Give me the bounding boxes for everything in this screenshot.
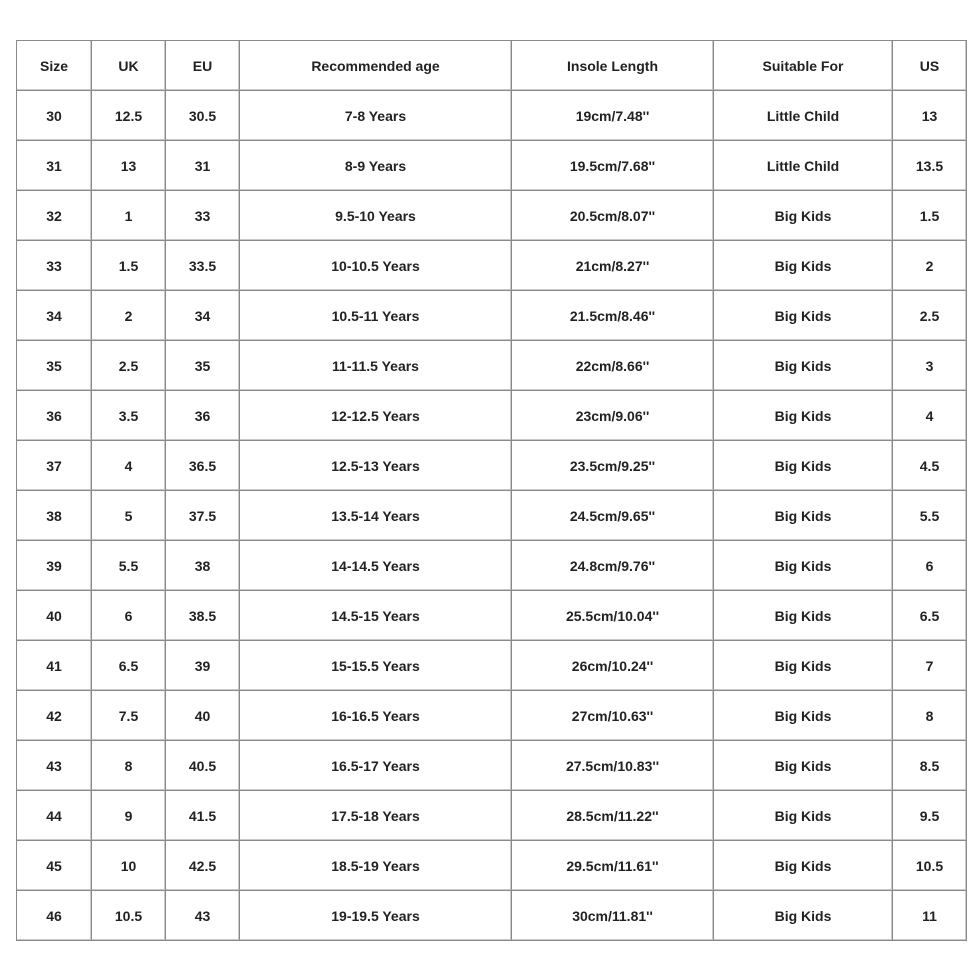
cell-eu: 40 — [166, 691, 240, 741]
header-us: US — [893, 41, 967, 91]
header-suitable-for: Suitable For — [714, 41, 893, 91]
cell-uk: 2.5 — [92, 341, 166, 391]
table-row — [17, 291, 967, 341]
cell-us: 5.5 — [893, 491, 967, 541]
table-body — [17, 91, 967, 941]
cell-uk: 3.5 — [92, 391, 166, 441]
cell-size: 33 — [17, 241, 92, 291]
cell-suitable-for: Big Kids — [714, 741, 893, 791]
table-row — [17, 191, 967, 241]
cell-recommended-age: 16-16.5 Years — [240, 691, 512, 741]
cell-eu: 36 — [166, 391, 240, 441]
cell-eu: 35 — [166, 341, 240, 391]
cell-eu: 38.5 — [166, 591, 240, 641]
cell-insole-length: 30cm/11.81'' — [512, 891, 714, 941]
cell-suitable-for: Big Kids — [714, 191, 893, 241]
header-insole-length: Insole Length — [512, 41, 714, 91]
cell-suitable-for: Little Child — [714, 91, 893, 141]
cell-us: 4 — [893, 391, 967, 441]
cell-insole-length: 19cm/7.48'' — [512, 91, 714, 141]
cell-us: 8 — [893, 691, 967, 741]
cell-us: 9.5 — [893, 791, 967, 841]
table-row — [17, 641, 967, 691]
cell-size: 45 — [17, 841, 92, 891]
cell-insole-length: 28.5cm/11.22'' — [512, 791, 714, 841]
table-row — [17, 741, 967, 791]
table-row — [17, 591, 967, 641]
size-chart-table — [16, 40, 967, 941]
cell-us: 13 — [893, 91, 967, 141]
table-row — [17, 441, 967, 491]
cell-suitable-for: Big Kids — [714, 691, 893, 741]
table-row — [17, 91, 967, 141]
cell-recommended-age: 19-19.5 Years — [240, 891, 512, 941]
cell-suitable-for: Big Kids — [714, 341, 893, 391]
cell-recommended-age: 10-10.5 Years — [240, 241, 512, 291]
cell-eu: 38 — [166, 541, 240, 591]
cell-us: 11 — [893, 891, 967, 941]
cell-us: 4.5 — [893, 441, 967, 491]
cell-insole-length: 22cm/8.66'' — [512, 341, 714, 391]
cell-us: 2 — [893, 241, 967, 291]
cell-insole-length: 21.5cm/8.46'' — [512, 291, 714, 341]
cell-size: 41 — [17, 641, 92, 691]
cell-eu: 34 — [166, 291, 240, 341]
table-row — [17, 541, 967, 591]
cell-suitable-for: Big Kids — [714, 791, 893, 841]
cell-recommended-age: 14.5-15 Years — [240, 591, 512, 641]
header-uk: UK — [92, 41, 166, 91]
cell-suitable-for: Big Kids — [714, 841, 893, 891]
cell-eu: 41.5 — [166, 791, 240, 841]
cell-us: 6 — [893, 541, 967, 591]
cell-uk: 2 — [92, 291, 166, 341]
cell-us: 7 — [893, 641, 967, 691]
cell-us: 13.5 — [893, 141, 967, 191]
table-row — [17, 791, 967, 841]
cell-suitable-for: Big Kids — [714, 391, 893, 441]
cell-us: 6.5 — [893, 591, 967, 641]
cell-size: 32 — [17, 191, 92, 241]
table-header — [17, 41, 967, 91]
cell-uk: 9 — [92, 791, 166, 841]
cell-eu: 42.5 — [166, 841, 240, 891]
cell-eu: 30.5 — [166, 91, 240, 141]
cell-uk: 5.5 — [92, 541, 166, 591]
cell-recommended-age: 15-15.5 Years — [240, 641, 512, 691]
cell-eu: 43 — [166, 891, 240, 941]
cell-uk: 6 — [92, 591, 166, 641]
cell-size: 30 — [17, 91, 92, 141]
header-eu: EU — [166, 41, 240, 91]
cell-uk: 7.5 — [92, 691, 166, 741]
cell-eu: 33.5 — [166, 241, 240, 291]
cell-recommended-age: 12.5-13 Years — [240, 441, 512, 491]
cell-insole-length: 24.8cm/9.76'' — [512, 541, 714, 591]
cell-us: 8.5 — [893, 741, 967, 791]
cell-insole-length: 19.5cm/7.68'' — [512, 141, 714, 191]
cell-recommended-age: 10.5-11 Years — [240, 291, 512, 341]
cell-uk: 1 — [92, 191, 166, 241]
cell-recommended-age: 8-9 Years — [240, 141, 512, 191]
cell-recommended-age: 12-12.5 Years — [240, 391, 512, 441]
cell-size: 31 — [17, 141, 92, 191]
cell-recommended-age: 13.5-14 Years — [240, 491, 512, 541]
table-row — [17, 341, 967, 391]
cell-eu: 33 — [166, 191, 240, 241]
cell-insole-length: 23cm/9.06'' — [512, 391, 714, 441]
cell-recommended-age: 7-8 Years — [240, 91, 512, 141]
cell-uk: 13 — [92, 141, 166, 191]
cell-insole-length: 29.5cm/11.61'' — [512, 841, 714, 891]
cell-size: 36 — [17, 391, 92, 441]
cell-eu: 31 — [166, 141, 240, 191]
cell-size: 35 — [17, 341, 92, 391]
cell-uk: 6.5 — [92, 641, 166, 691]
cell-uk: 8 — [92, 741, 166, 791]
cell-suitable-for: Big Kids — [714, 441, 893, 491]
cell-size: 34 — [17, 291, 92, 341]
header-size: Size — [17, 41, 92, 91]
cell-insole-length: 27cm/10.63'' — [512, 691, 714, 741]
table-row — [17, 241, 967, 291]
cell-insole-length: 25.5cm/10.04'' — [512, 591, 714, 641]
cell-insole-length: 24.5cm/9.65'' — [512, 491, 714, 541]
cell-insole-length: 20.5cm/8.07'' — [512, 191, 714, 241]
cell-recommended-age: 14-14.5 Years — [240, 541, 512, 591]
table-row — [17, 141, 967, 191]
table-row — [17, 841, 967, 891]
cell-recommended-age: 9.5-10 Years — [240, 191, 512, 241]
cell-insole-length: 23.5cm/9.25'' — [512, 441, 714, 491]
cell-size: 38 — [17, 491, 92, 541]
cell-size: 44 — [17, 791, 92, 841]
cell-insole-length: 26cm/10.24'' — [512, 641, 714, 691]
cell-size: 46 — [17, 891, 92, 941]
table-row — [17, 391, 967, 441]
cell-uk: 10.5 — [92, 891, 166, 941]
cell-recommended-age: 16.5-17 Years — [240, 741, 512, 791]
cell-suitable-for: Big Kids — [714, 591, 893, 641]
table-row — [17, 491, 967, 541]
cell-us: 3 — [893, 341, 967, 391]
cell-size: 43 — [17, 741, 92, 791]
cell-us: 10.5 — [893, 841, 967, 891]
cell-recommended-age: 11-11.5 Years — [240, 341, 512, 391]
cell-suitable-for: Big Kids — [714, 291, 893, 341]
cell-suitable-for: Big Kids — [714, 541, 893, 591]
table-row — [17, 891, 967, 941]
cell-suitable-for: Little Child — [714, 141, 893, 191]
cell-eu: 40.5 — [166, 741, 240, 791]
cell-suitable-for: Big Kids — [714, 641, 893, 691]
cell-uk: 12.5 — [92, 91, 166, 141]
header-row — [17, 41, 967, 91]
cell-size: 40 — [17, 591, 92, 641]
table-row — [17, 691, 967, 741]
cell-suitable-for: Big Kids — [714, 891, 893, 941]
cell-suitable-for: Big Kids — [714, 241, 893, 291]
header-recommended-age: Recommended age — [240, 41, 512, 91]
cell-suitable-for: Big Kids — [714, 491, 893, 541]
cell-recommended-age: 17.5-18 Years — [240, 791, 512, 841]
cell-size: 39 — [17, 541, 92, 591]
cell-us: 1.5 — [893, 191, 967, 241]
cell-uk: 10 — [92, 841, 166, 891]
cell-us: 2.5 — [893, 291, 967, 341]
cell-size: 37 — [17, 441, 92, 491]
cell-uk: 1.5 — [92, 241, 166, 291]
cell-uk: 4 — [92, 441, 166, 491]
cell-eu: 37.5 — [166, 491, 240, 541]
cell-insole-length: 27.5cm/10.83'' — [512, 741, 714, 791]
cell-uk: 5 — [92, 491, 166, 541]
cell-eu: 36.5 — [166, 441, 240, 491]
cell-size: 42 — [17, 691, 92, 741]
cell-recommended-age: 18.5-19 Years — [240, 841, 512, 891]
cell-eu: 39 — [166, 641, 240, 691]
cell-insole-length: 21cm/8.27'' — [512, 241, 714, 291]
